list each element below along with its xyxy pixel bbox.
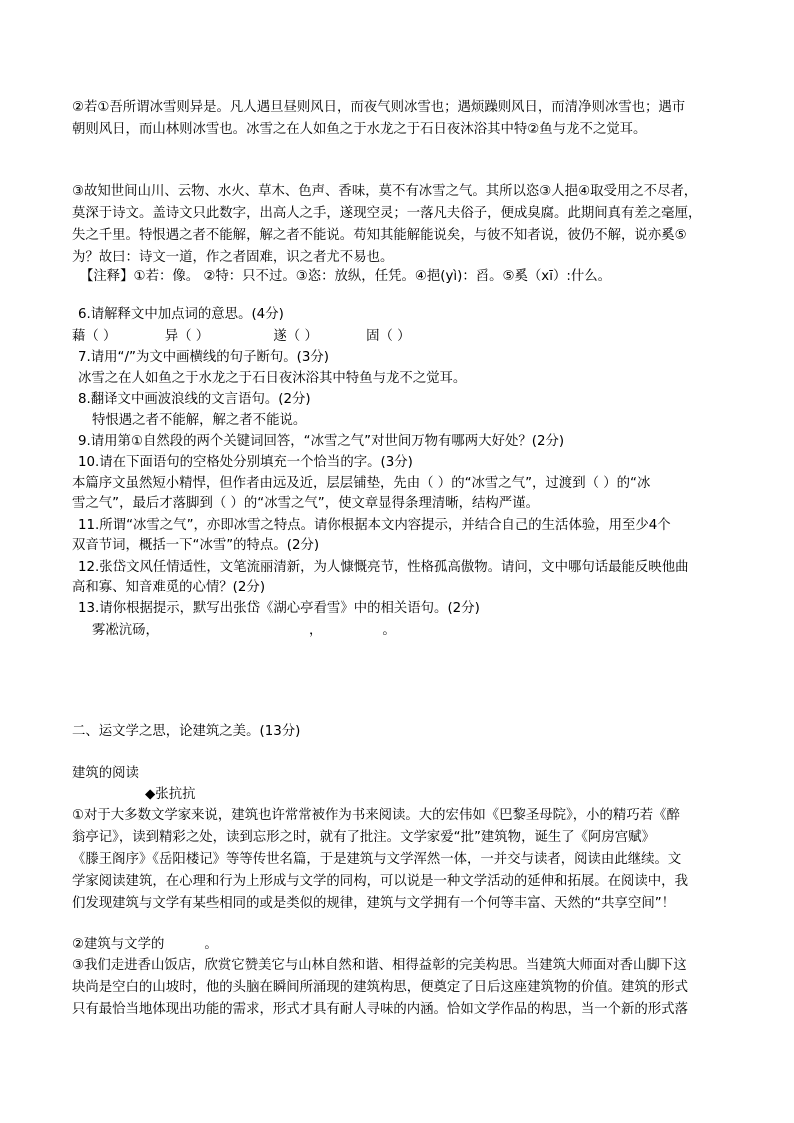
text-line: ②若①吾所谓冰雪则异是。凡人遇旦昼则风日，而夜气则冰雪也；遇烦躁则风日，而清净则冰雪也；遇市 [72, 100, 686, 115]
text-line: ③故知世间山川、云物、水火、草木、色声、香味，莫不有冰雪之气。其所以恣③人挹④取受用之不尽者， [72, 184, 698, 199]
period: 。 [382, 623, 396, 638]
question-8: 8.翻译文中画波浪线的文言语句。(2分) [78, 392, 311, 407]
text-line: ③我们走进香山饭店，欣赏它赞美它与山林自然和谐、相得益彰的完美构思。当建筑大师面对香山脚下这 [72, 958, 687, 973]
text-line: 只有最恰当地体现出功能的需求，形式才具有耐人寻味的内涵。恰如文学作品的构思，当一个新的形式落 [72, 1002, 688, 1017]
period: 。 [204, 937, 218, 952]
prompt-prefix: 雾凇沆砀， [92, 623, 159, 638]
question-13-answer [92, 620, 396, 642]
question-11-cont: 双音节词，概括一下“冰雪”的特点。(2分) [72, 538, 320, 553]
question-11: 11.所谓“冰雪之气”，亦即冰雪之特点。请你根据本文内容提示，并结合自己的生活体验，用至少4个 [78, 518, 671, 533]
text-line: 失之千里。特恨遇之者不能解，解之者不能说。苟知其能解能说矣，与彼不知者说，彼仍不解，说亦奚⑤ [72, 228, 687, 243]
text-line: 朝则风日，而山林则冰雪也。冰雪之在人如鱼之于水龙之于石日夜沐浴其中特②鱼与龙不之觉耳。 [72, 122, 647, 137]
comma: ， [308, 623, 323, 638]
blank-gu: 固（ ） [366, 329, 411, 344]
question-7-sentence: 冰雪之在人如鱼之于水龙之于石日夜沐浴其中特鱼与龙不之觉耳。 [78, 371, 467, 386]
question-8-sentence: 特恨遇之者不能解，解之者不能说。 [92, 413, 307, 428]
question-12: 12.张岱文风任情适性，文笔流丽清新，为人慷慨亮节，性格孤高傲物。请问，文中哪句话最能反映他曲 [78, 560, 689, 575]
question-10-line: 雪之气”，最后才落脚到（ ）的“冰雪之气”，使文章显得条理清晰，结构严谨。 [72, 496, 539, 511]
blank-yi: 异（ ） [164, 329, 210, 344]
text-line: 学家阅读建筑，在心理和行为上形成与文学的同构，可以说是一种文学活动的延伸和拓展。在阅读中，我 [72, 874, 688, 889]
question-6: 6.请解释文中加点词的意思。(4分) [78, 307, 284, 322]
paragraph-2-text: ②建筑与文学的 [72, 937, 165, 952]
text-line: ①对于大多数文学家来说，建筑也许常常被作为书来阅读。大的宏伟如《巴黎圣母院》，小的精巧若《醉 [72, 808, 680, 823]
blank-sui: 遂（ ） [273, 329, 318, 344]
question-6-blanks [72, 326, 411, 348]
text-line: 块尚是空白的山坡时，他的头脑在瞬间所涌现的建筑构思，便奠定了日后这座建筑物的价值。建筑的形式 [72, 980, 688, 995]
text-line: 《滕王阁序》《岳阳楼记》等等传世名篇，于是建筑与文学浑然一体，一并交与读者，阅读由此继续。文 [72, 852, 682, 867]
text-line: 为？故曰：诗文一道，作之者固难，识之者尤不易也。 [72, 250, 394, 265]
question-10: 10.请在下面语句的空格处分别填充一个恰当的字。(3分) [78, 455, 413, 470]
question-10-line: 本篇序文虽然短小精悍，但作者由远及近，层层铺垫，先由（ ）的“冰雪之气”，过渡到（ ）的“冰 [72, 476, 651, 491]
text-line: 翁亭记》，读到精彩之处，读到忘形之时，就有了批注。文学家爱“批”建筑物，诞生了《阿房宫赋》 [72, 830, 655, 845]
annotation-note: 【注释】①若：像。 ②特：只不过。③恣：放纵，任凭。④挹(yì)：舀。⑤奚（xī）:什么。 [80, 269, 612, 284]
text-line: 莫深于诗文。盖诗文只此数字，出高人之手，遂现空灵；一落凡夫俗子，便成臭腐。此期间真有差之毫厘， [72, 206, 702, 221]
question-13: 13.请你根据提示，默写出张岱《湖心亭看雪》中的相关语句。(2分) [78, 601, 480, 616]
question-12-cont: 高和寡、知音难觅的心情？(2分) [72, 580, 266, 595]
paragraph-2 [72, 934, 218, 956]
blank-ji: 藉（ ） [72, 329, 117, 344]
section-heading: 二、运文学之思，论建筑之美。(13分) [72, 724, 301, 739]
article-author: ◆张抗抗 [145, 787, 196, 802]
text-line: 们发现建筑与文学有某些相同的或是类似的规律，建筑与文学拥有一个何等丰富、天然的“共享空间”！ [72, 896, 676, 911]
question-9: 9.请用第①自然段的两个关键词回答，“冰雪之气”对世间万物有哪两大好处？(2分) [78, 434, 565, 449]
article-title: 建筑的阅读 [72, 766, 139, 781]
question-7: 7.请用“/”为文中画横线的句子断句。(3分) [78, 350, 329, 365]
